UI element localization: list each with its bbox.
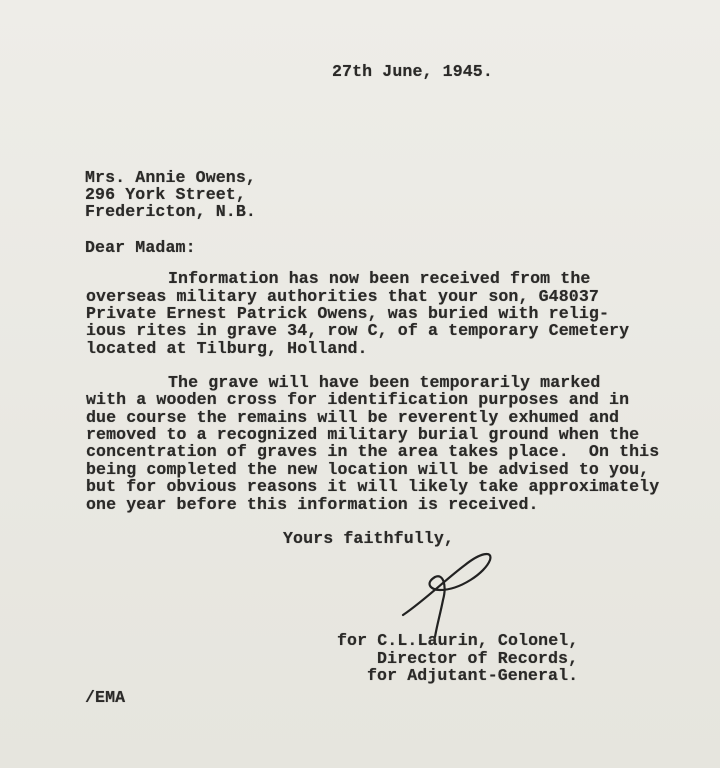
recipient-city: Fredericton, N.B. — [85, 202, 256, 221]
paragraph1-line: ious rites in grave 34, row C, of a temporary Cemetery — [86, 321, 630, 340]
letter-date: 27th June, 1945. — [332, 62, 493, 81]
paragraph2-line: The grave will have been temporarily marked — [168, 373, 601, 392]
paragraph1-line: Private Ernest Patrick Owens, was buried with relig- — [86, 304, 610, 323]
reference-initials: /EMA — [85, 688, 126, 707]
paragraph2-line: due course the remains will be reverently exhumed and — [86, 408, 620, 427]
paragraph1-line: located at Tilburg, Holland. — [86, 339, 368, 358]
paragraph2-line: concentration of graves in the area takes place. On this — [86, 442, 660, 461]
paragraph2-line: but for obvious reasons it will likely take approximately — [86, 477, 660, 496]
handwritten-signature — [395, 545, 505, 640]
salutation: Dear Madam: — [85, 238, 196, 257]
signatory-title: Director of Records, — [377, 649, 579, 668]
paragraph2-line: being completed the new location will be advised to you, — [86, 460, 650, 479]
paragraph1-line: overseas military authorities that your son, G48037 — [86, 287, 599, 306]
paragraph2-line: one year before this information is received. — [86, 495, 539, 514]
closing: Yours faithfully, — [283, 529, 454, 548]
recipient-name: Mrs. Annie Owens, — [85, 168, 256, 187]
paragraph2-line: removed to a recognized military burial ground when the — [86, 425, 640, 444]
paragraph1-line: Information has now been received from the — [168, 269, 591, 288]
recipient-street: 296 York Street, — [85, 185, 246, 204]
paragraph2-line: with a wooden cross for identification purposes and in — [86, 390, 630, 409]
signatory-role: for Adjutant-General. — [367, 666, 579, 685]
signatory-line: for C.L.Laurin, Colonel, — [337, 631, 579, 650]
